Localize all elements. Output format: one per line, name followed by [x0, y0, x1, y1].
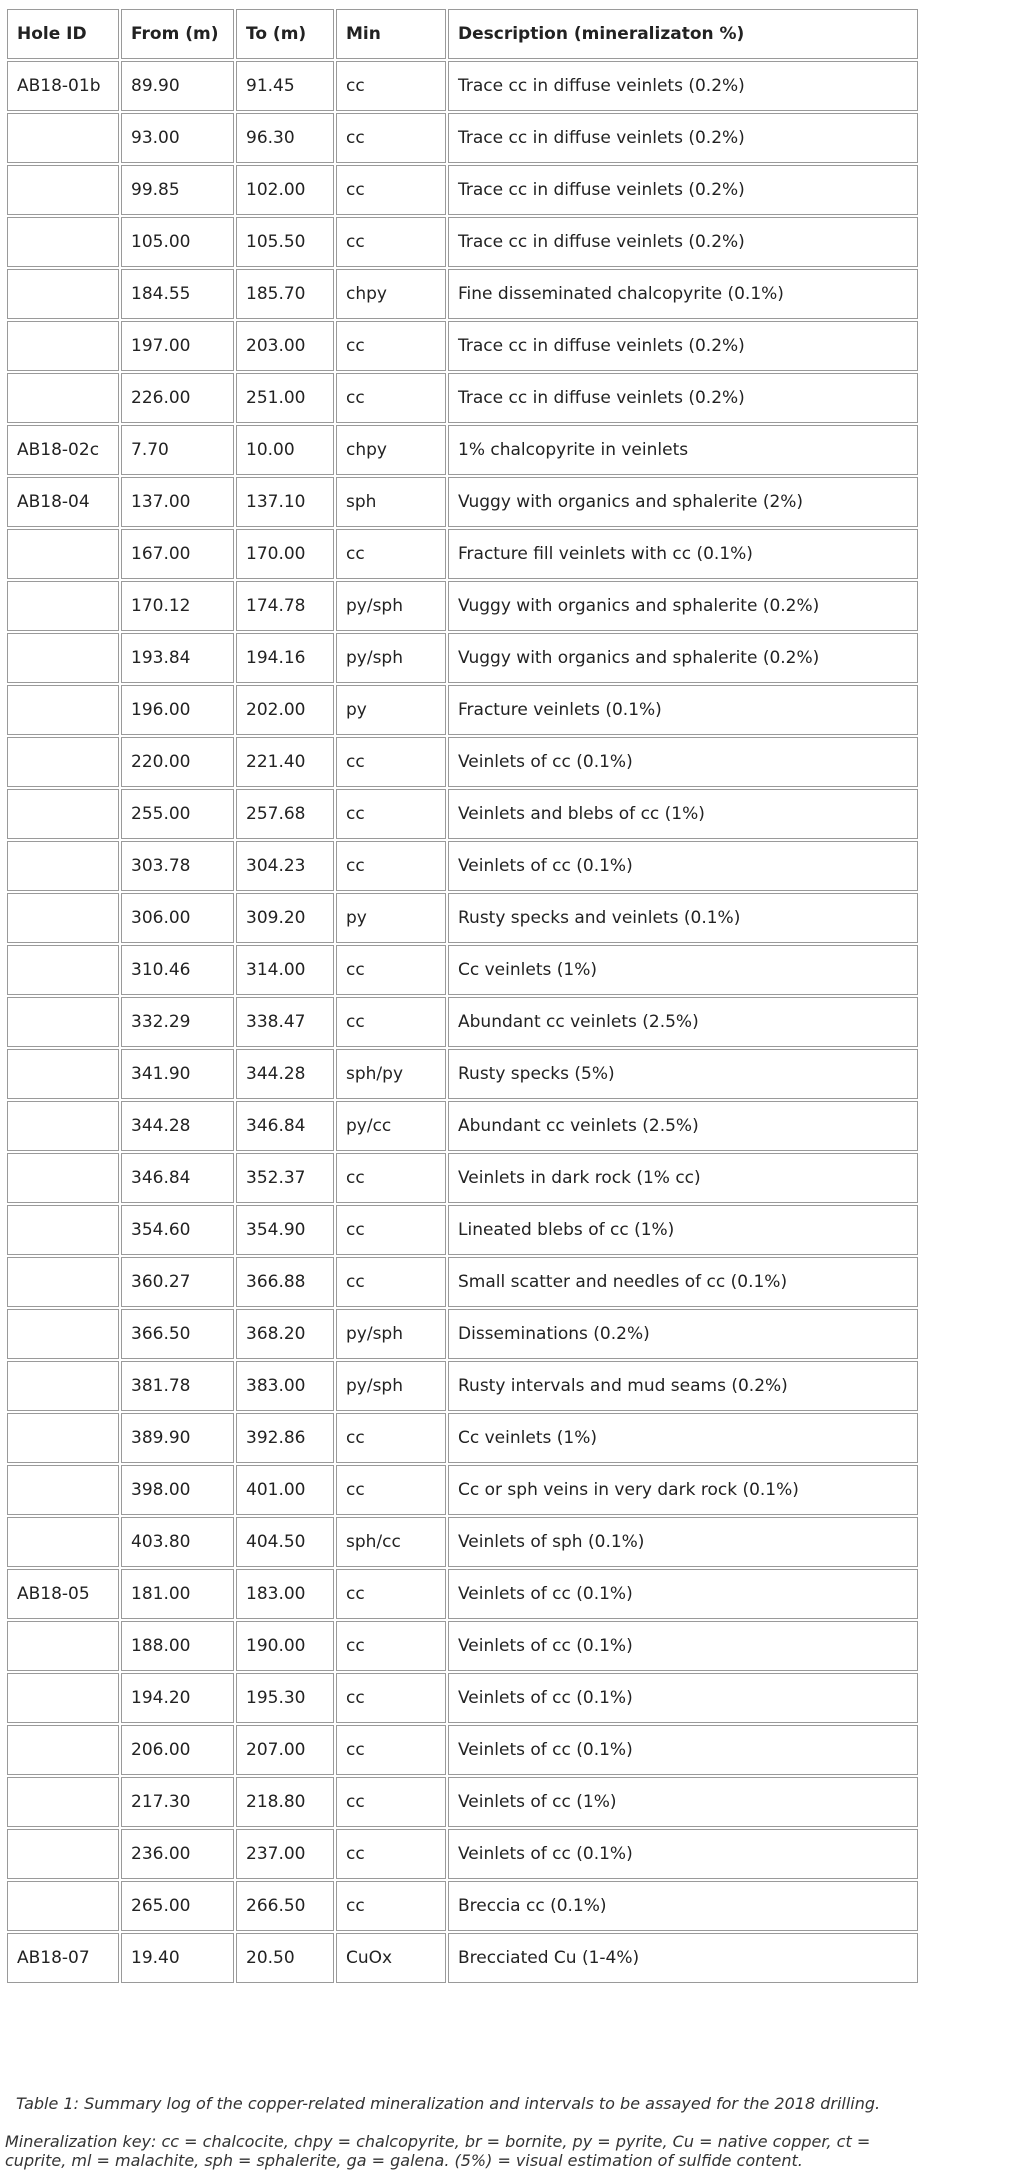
description-cell: Trace cc in diffuse veinlets (0.2%)	[448, 321, 918, 371]
table-row	[7, 1049, 918, 1099]
description-cell: Abundant cc veinlets (2.5%)	[448, 1101, 918, 1151]
hole-id-cell	[7, 1517, 119, 1567]
from-cell: 99.85	[121, 165, 234, 215]
table-row	[7, 789, 918, 839]
description-cell: Breccia cc (0.1%)	[448, 1881, 918, 1931]
table-row	[7, 1777, 918, 1827]
from-cell: 19.40	[121, 1933, 234, 1983]
table-row	[7, 1933, 918, 1983]
table-row	[7, 893, 918, 943]
from-cell: 167.00	[121, 529, 234, 579]
hole-id-cell: AB18-05	[7, 1569, 119, 1619]
description-cell: Rusty intervals and mud seams (0.2%)	[448, 1361, 918, 1411]
hole-id-cell	[7, 1621, 119, 1671]
description-cell: Vuggy with organics and sphalerite (0.2%)	[448, 633, 918, 683]
hole-id-cell	[7, 685, 119, 735]
to-cell: 96.30	[236, 113, 334, 163]
description-cell: Brecciated Cu (1-4%)	[448, 1933, 918, 1983]
hole-id-cell	[7, 373, 119, 423]
min-cell: cc	[336, 1829, 446, 1879]
min-cell: cc	[336, 1205, 446, 1255]
to-cell: 309.20	[236, 893, 334, 943]
hole-id-cell	[7, 1309, 119, 1359]
description-cell: Cc veinlets (1%)	[448, 1413, 918, 1463]
table-row	[7, 1517, 918, 1567]
table-row	[7, 425, 918, 475]
table-row	[7, 1881, 918, 1931]
description-cell: Fine disseminated chalcopyrite (0.1%)	[448, 269, 918, 319]
min-cell: chpy	[336, 425, 446, 475]
to-cell: 170.00	[236, 529, 334, 579]
table-row	[7, 1153, 918, 1203]
to-cell: 91.45	[236, 61, 334, 111]
description-cell: Rusty specks and veinlets (0.1%)	[448, 893, 918, 943]
min-cell: py/cc	[336, 1101, 446, 1151]
table-row	[7, 529, 918, 579]
min-cell: sph	[336, 477, 446, 527]
table-row	[7, 1309, 918, 1359]
hole-id-cell	[7, 1101, 119, 1151]
table-row	[7, 1361, 918, 1411]
description-cell: Veinlets of cc (0.1%)	[448, 841, 918, 891]
to-cell: 195.30	[236, 1673, 334, 1723]
hole-id-cell	[7, 217, 119, 267]
from-cell: 184.55	[121, 269, 234, 319]
from-cell: 226.00	[121, 373, 234, 423]
hole-id-cell	[7, 113, 119, 163]
description-cell: Veinlets of cc (0.1%)	[448, 1725, 918, 1775]
from-cell: 366.50	[121, 1309, 234, 1359]
hole-id-cell	[7, 737, 119, 787]
to-cell: 185.70	[236, 269, 334, 319]
description-cell: Cc veinlets (1%)	[448, 945, 918, 995]
hole-id-cell	[7, 1465, 119, 1515]
table-row	[7, 217, 918, 267]
table-row	[7, 1621, 918, 1671]
hole-id-cell	[7, 633, 119, 683]
table-row	[7, 1101, 918, 1151]
description-cell: Veinlets of cc (0.1%)	[448, 1829, 918, 1879]
table-row	[7, 113, 918, 163]
from-cell: 181.00	[121, 1569, 234, 1619]
min-cell: cc	[336, 61, 446, 111]
min-cell: py/sph	[336, 1361, 446, 1411]
min-cell: cc	[336, 841, 446, 891]
from-cell: 341.90	[121, 1049, 234, 1099]
description-cell: Trace cc in diffuse veinlets (0.2%)	[448, 373, 918, 423]
to-cell: 257.68	[236, 789, 334, 839]
description-cell: Veinlets of cc (0.1%)	[448, 1621, 918, 1671]
to-cell: 352.37	[236, 1153, 334, 1203]
hole-id-cell	[7, 321, 119, 371]
description-cell: Vuggy with organics and sphalerite (0.2%)	[448, 581, 918, 631]
min-cell: cc	[336, 945, 446, 995]
hole-id-cell	[7, 789, 119, 839]
header-to: To (m)	[236, 9, 334, 59]
from-cell: 217.30	[121, 1777, 234, 1827]
to-cell: 237.00	[236, 1829, 334, 1879]
to-cell: 383.00	[236, 1361, 334, 1411]
table-row	[7, 685, 918, 735]
to-cell: 251.00	[236, 373, 334, 423]
description-cell: Lineated blebs of cc (1%)	[448, 1205, 918, 1255]
table-row	[7, 633, 918, 683]
description-cell: 1% chalcopyrite in veinlets	[448, 425, 918, 475]
from-cell: 194.20	[121, 1673, 234, 1723]
min-cell: py/sph	[336, 1309, 446, 1359]
from-cell: 197.00	[121, 321, 234, 371]
table-row	[7, 737, 918, 787]
description-cell: Small scatter and needles of cc (0.1%)	[448, 1257, 918, 1307]
to-cell: 137.10	[236, 477, 334, 527]
to-cell: 314.00	[236, 945, 334, 995]
min-cell: sph/py	[336, 1049, 446, 1099]
mineralization-table	[5, 7, 920, 1985]
to-cell: 207.00	[236, 1725, 334, 1775]
table-row	[7, 945, 918, 995]
to-cell: 221.40	[236, 737, 334, 787]
hole-id-cell	[7, 1153, 119, 1203]
description-cell: Trace cc in diffuse veinlets (0.2%)	[448, 217, 918, 267]
to-cell: 10.00	[236, 425, 334, 475]
to-cell: 338.47	[236, 997, 334, 1047]
to-cell: 404.50	[236, 1517, 334, 1567]
from-cell: 344.28	[121, 1101, 234, 1151]
table-row	[7, 61, 918, 111]
table-row	[7, 997, 918, 1047]
hole-id-cell	[7, 1049, 119, 1099]
hole-id-cell	[7, 1725, 119, 1775]
from-cell: 255.00	[121, 789, 234, 839]
min-cell: cc	[336, 1257, 446, 1307]
from-cell: 7.70	[121, 425, 234, 475]
table-row	[7, 1569, 918, 1619]
min-cell: cc	[336, 1777, 446, 1827]
header-from: From (m)	[121, 9, 234, 59]
hole-id-cell: AB18-07	[7, 1933, 119, 1983]
hole-id-cell	[7, 1881, 119, 1931]
min-cell: cc	[336, 1569, 446, 1619]
table-row	[7, 1257, 918, 1307]
hole-id-cell	[7, 165, 119, 215]
from-cell: 196.00	[121, 685, 234, 735]
description-cell: Fracture veinlets (0.1%)	[448, 685, 918, 735]
hole-id-cell	[7, 581, 119, 631]
description-cell: Cc or sph veins in very dark rock (0.1%)	[448, 1465, 918, 1515]
table-row	[7, 1829, 918, 1879]
description-cell: Veinlets of cc (1%)	[448, 1777, 918, 1827]
from-cell: 403.80	[121, 1517, 234, 1567]
min-cell: cc	[336, 1673, 446, 1723]
from-cell: 193.84	[121, 633, 234, 683]
table-body	[7, 61, 918, 1983]
min-cell: py	[336, 685, 446, 735]
to-cell: 344.28	[236, 1049, 334, 1099]
min-cell: cc	[336, 113, 446, 163]
header-hole-id: Hole ID	[7, 9, 119, 59]
min-cell: py/sph	[336, 581, 446, 631]
from-cell: 93.00	[121, 113, 234, 163]
table-header-row	[7, 9, 918, 59]
from-cell: 306.00	[121, 893, 234, 943]
description-cell: Veinlets in dark rock (1% cc)	[448, 1153, 918, 1203]
from-cell: 346.84	[121, 1153, 234, 1203]
min-cell: sph/cc	[336, 1517, 446, 1567]
hole-id-cell	[7, 1413, 119, 1463]
to-cell: 304.23	[236, 841, 334, 891]
from-cell: 89.90	[121, 61, 234, 111]
min-cell: py	[336, 893, 446, 943]
hole-id-cell	[7, 1257, 119, 1307]
hole-id-cell	[7, 997, 119, 1047]
to-cell: 174.78	[236, 581, 334, 631]
hole-id-cell	[7, 1829, 119, 1879]
to-cell: 218.80	[236, 1777, 334, 1827]
to-cell: 354.90	[236, 1205, 334, 1255]
hole-id-cell	[7, 1205, 119, 1255]
from-cell: 398.00	[121, 1465, 234, 1515]
hole-id-cell	[7, 841, 119, 891]
from-cell: 332.29	[121, 997, 234, 1047]
min-cell: cc	[336, 789, 446, 839]
to-cell: 190.00	[236, 1621, 334, 1671]
table-row	[7, 581, 918, 631]
min-cell: cc	[336, 529, 446, 579]
table-row	[7, 841, 918, 891]
min-cell: cc	[336, 1465, 446, 1515]
description-cell: Trace cc in diffuse veinlets (0.2%)	[448, 165, 918, 215]
to-cell: 392.86	[236, 1413, 334, 1463]
from-cell: 105.00	[121, 217, 234, 267]
from-cell: 220.00	[121, 737, 234, 787]
min-cell: cc	[336, 217, 446, 267]
min-cell: cc	[336, 1153, 446, 1203]
min-cell: cc	[336, 737, 446, 787]
table-row	[7, 1725, 918, 1775]
hole-id-cell	[7, 1777, 119, 1827]
hole-id-cell	[7, 893, 119, 943]
header-min: Min	[336, 9, 446, 59]
min-cell: cc	[336, 1413, 446, 1463]
from-cell: 137.00	[121, 477, 234, 527]
from-cell: 389.90	[121, 1413, 234, 1463]
from-cell: 236.00	[121, 1829, 234, 1879]
table-row	[7, 1673, 918, 1723]
description-cell: Vuggy with organics and sphalerite (2%)	[448, 477, 918, 527]
description-cell: Trace cc in diffuse veinlets (0.2%)	[448, 113, 918, 163]
table-row	[7, 1413, 918, 1463]
hole-id-cell	[7, 269, 119, 319]
from-cell: 265.00	[121, 1881, 234, 1931]
from-cell: 310.46	[121, 945, 234, 995]
hole-id-cell	[7, 945, 119, 995]
min-cell: py/sph	[336, 633, 446, 683]
from-cell: 188.00	[121, 1621, 234, 1671]
hole-id-cell	[7, 529, 119, 579]
hole-id-cell	[7, 1673, 119, 1723]
hole-id-cell: AB18-01b	[7, 61, 119, 111]
from-cell: 381.78	[121, 1361, 234, 1411]
description-cell: Veinlets and blebs of cc (1%)	[448, 789, 918, 839]
to-cell: 368.20	[236, 1309, 334, 1359]
hole-id-cell: AB18-02c	[7, 425, 119, 475]
min-cell: cc	[336, 321, 446, 371]
to-cell: 194.16	[236, 633, 334, 683]
description-cell: Trace cc in diffuse veinlets (0.2%)	[448, 61, 918, 111]
from-cell: 206.00	[121, 1725, 234, 1775]
header-description: Description (mineralizaton %)	[448, 9, 918, 59]
min-cell: cc	[336, 1881, 446, 1931]
table-caption: Table 1: Summary log of the copper-related mineralization and intervals to be assayed for the 2018 drilling.	[16, 2094, 881, 2113]
table-row	[7, 373, 918, 423]
mineralization-key: Mineralization key: cc = chalcocite, chpy = chalcopyrite, br = bornite, py = pyrite, Cu = native copper, ct = cuprite, ml = malachite, sph = sphalerite, ga = galena. (5%) = visual estimation of sulfide content.	[5, 2132, 871, 2170]
description-cell: Veinlets of cc (0.1%)	[448, 1673, 918, 1723]
description-cell: Rusty specks (5%)	[448, 1049, 918, 1099]
min-cell: cc	[336, 165, 446, 215]
min-cell: CuOx	[336, 1933, 446, 1983]
table-row	[7, 269, 918, 319]
table-row	[7, 477, 918, 527]
to-cell: 401.00	[236, 1465, 334, 1515]
min-cell: cc	[336, 1725, 446, 1775]
min-cell: cc	[336, 997, 446, 1047]
description-cell: Disseminations (0.2%)	[448, 1309, 918, 1359]
to-cell: 102.00	[236, 165, 334, 215]
to-cell: 202.00	[236, 685, 334, 735]
description-cell: Abundant cc veinlets (2.5%)	[448, 997, 918, 1047]
table-row	[7, 1205, 918, 1255]
description-cell: Fracture fill veinlets with cc (0.1%)	[448, 529, 918, 579]
description-cell: Veinlets of cc (0.1%)	[448, 1569, 918, 1619]
table-row	[7, 1465, 918, 1515]
to-cell: 20.50	[236, 1933, 334, 1983]
to-cell: 346.84	[236, 1101, 334, 1151]
min-cell: chpy	[336, 269, 446, 319]
hole-id-cell	[7, 1361, 119, 1411]
to-cell: 183.00	[236, 1569, 334, 1619]
to-cell: 266.50	[236, 1881, 334, 1931]
to-cell: 203.00	[236, 321, 334, 371]
from-cell: 354.60	[121, 1205, 234, 1255]
to-cell: 105.50	[236, 217, 334, 267]
from-cell: 303.78	[121, 841, 234, 891]
hole-id-cell: AB18-04	[7, 477, 119, 527]
from-cell: 170.12	[121, 581, 234, 631]
description-cell: Veinlets of sph (0.1%)	[448, 1517, 918, 1567]
table-row	[7, 165, 918, 215]
min-cell: cc	[336, 373, 446, 423]
min-cell: cc	[336, 1621, 446, 1671]
to-cell: 366.88	[236, 1257, 334, 1307]
from-cell: 360.27	[121, 1257, 234, 1307]
description-cell: Veinlets of cc (0.1%)	[448, 737, 918, 787]
table-row	[7, 321, 918, 371]
